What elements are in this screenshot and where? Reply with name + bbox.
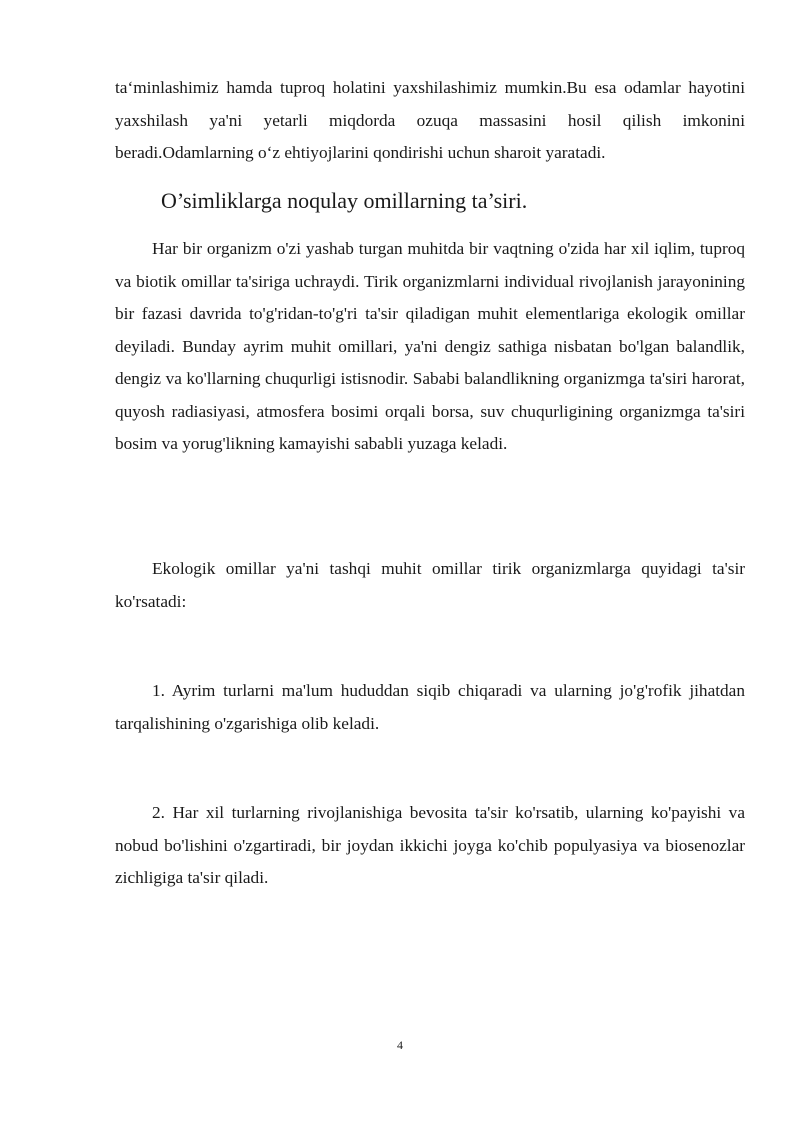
- paragraph-continuation: ta‘minlashimiz hamda tuproq holatini yaxshilashimiz mumkin.Bu esa odamlar hayotini yaxshilash ya'ni yetarli miqdorda ozuqa massasini hosil qilish imkonini beradi.Odamlarning o‘z ehtiyojlarini qondirishi uchun sharoit yaratadi.: [115, 78, 745, 162]
- section-heading: O’simliklarga noqulay omillarning ta’siri.: [161, 188, 528, 213]
- paragraph-ecological-factors: Har bir organizm o'zi yashab turgan muhitda bir vaqtning o'zida har xil iqlim, tuproq va biotik omillar ta'siriga uchraydi. Tirik organizmlarni individual rivojlanish jarayonining bir fazasi davrida to'g'ridan-to'g'ri ta'sir qiladigan muhit elementlariga ekologik omillar deyiladi. Bunday ayrim muhit omillari, ya'ni dengiz sathiga nisbatan bo'lgan balandlik, dengiz va ko'llarning chuqurligi istisnodir. Sababi balandlikning organizmga ta'siri harorat, quyosh radiasiyasi, atmosfera bosimi orqali borsa, suv chuqurligining organizmga ta'siri bosim va yorug'likning kamayishi sababli yuzaga keladi.: [115, 239, 745, 453]
- list-item-2: 2. Har xil turlarning rivojlanishiga bevosita ta'sir ko'rsatib, ularning ko'payishi va nobud bo'lishini o'zgartiradi, bir joydan ikkichi joyga ko'chib populyasiya va biosenozlar zichligiga ta'sir qiladi.: [115, 803, 745, 887]
- list-item-1: 1. Ayrim turlarni ma'lum hududdan siqib chiqaradi va ularning jo'g'rofik jihatdan tarqalishining o'zgarishiga olib keladi.: [115, 681, 745, 733]
- page-number: 4: [397, 1038, 403, 1052]
- paragraph-effects-intro: Ekologik omillar ya'ni tashqi muhit omillar tirik organizmlarga quyidagi ta'sir ko'rsatadi:: [115, 559, 745, 611]
